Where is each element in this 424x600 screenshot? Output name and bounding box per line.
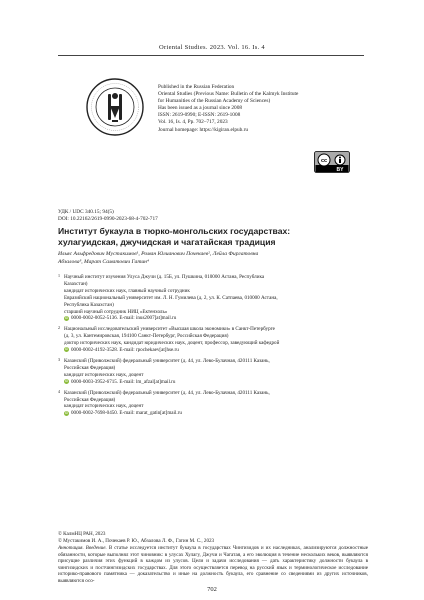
affiliation-number: 2 (58, 325, 60, 331)
affiliation-3 (58, 358, 368, 386)
affiliation-line: кандидат исторических наук, доцент (64, 403, 144, 410)
affiliation-number: 1 (58, 273, 60, 278)
annotation (58, 545, 368, 585)
affiliation-number: 3 (58, 356, 60, 362)
affiliation-line: Научный институт изучения Улуса Джучи (д. 15Б, ул. Пушкина, 010000 Астана, Республика (64, 274, 265, 280)
publication-line: ISSN: 2619-0990; E-ISSN: 2619-1008 (158, 112, 241, 119)
orcid-email[interactable]: 0000-0002-7698-0450. E-mail: marat_gatin[at]mail.ru (71, 410, 182, 417)
title-line: хулагуидская, джучидская и чагатайская традиция (58, 236, 276, 247)
header-divider (58, 55, 364, 56)
doi[interactable]: DOI: 10.22162/2619-0990-2023-68-4-702-717 (58, 216, 158, 222)
authors-line: Ильяс Альфредович Мустакимов¹, Роман Юлианович Почекаев², Лейла Фиргатовна (58, 251, 259, 257)
orcid-email[interactable]: 0000-0002-4192-3528. E-mail: rpochekaev[at]hse.ru (71, 347, 179, 354)
orcid-line[interactable] (64, 347, 368, 354)
annotation-text: В статье исследуется институт букаула в государствах Чингизидов и их наследниках, анализируются должностные обязанности, которые выполнял этот чиновник: в улусах Хулагу, Джучи и Чагатая, а его эволюция в течение нескольких веков, выявляются присущие различия этих функций в каждом из улусов. Цели и задачи исследования — дать характеристику должности букаула в чингизидских и постчингизидских государствах. Для этого осуществляется перевод на русский язык и терминологическое исследование историко-правового памятника — доказательство и иные на должность букаула, его сравнение со сведениями из других источников, выявляются осо- (58, 545, 368, 584)
cc-by-icon[interactable] (314, 151, 350, 173)
article-title (58, 226, 358, 247)
affiliation-line: кандидат исторических наук, главный научный сотрудник (64, 287, 190, 294)
orcid-icon: iD (64, 379, 69, 384)
affiliation-line: Российская Федерация) (64, 364, 116, 371)
copyright-line: © Мустакимов И. А., Почекаев Р. Ю., Абзалова Л. Ф., Гатин М. С., 2023 (58, 538, 215, 544)
affiliation-line: доктор исторических наук, кандидат юридических наук, доцент, профессор, заведующий кафедрой (64, 340, 280, 347)
orcid-email[interactable]: 0000-0002-0052-5136. E-mail: inus2007[at]mail.ru (71, 315, 177, 322)
affiliation-line: кандидат исторических наук, доцент (64, 371, 144, 378)
svg-text:BY: BY (336, 167, 344, 173)
affiliation-line: Евразийский национальный университет им. Л. Н. Гумилева (д. 2, ул. К. Сатпаева, 010000 Астана, (64, 294, 278, 301)
svg-text:cc: cc (320, 158, 328, 164)
authors-line: Абзалова³, Марат Саматович Гатин⁴ (58, 258, 149, 265)
udc: УДК / UDC 340.15; 94(5) (58, 209, 114, 215)
affiliation-line: Национальный исследовательский университет «Высшая школа экономики» в Санкт-Петербурге (64, 326, 275, 333)
orcid-icon: iD (64, 347, 69, 352)
running-title: Oriental Studies. 2023. Vol. 16. Is. 4 (159, 44, 265, 51)
publication-line[interactable]: Journal homepage: https://kigiran.elpub.ru (158, 126, 249, 133)
affiliation-line: Республика Казахстан) (64, 301, 114, 308)
affiliation-line: Казахстан) (64, 280, 88, 287)
academy-seal-logo (86, 78, 144, 136)
orcid-icon: iD (64, 410, 69, 415)
orcid-line[interactable] (64, 315, 368, 322)
affiliation-1 (58, 274, 368, 322)
orcid-line[interactable] (64, 410, 368, 417)
publication-line: Published in the Russian Federation (158, 84, 235, 90)
orcid-icon: iD (64, 315, 69, 320)
affiliation-line: Казанский (Приволжский) федеральный университет (д. 44, ул. Лево-Булачная, 420111 Казань, (64, 357, 270, 364)
affiliation-4 (58, 390, 368, 418)
title-line: Институт букаула в тюрко-монгольских государствах: (58, 226, 291, 236)
copyright-line: © КалмНЦ РАН, 2023 (58, 531, 106, 537)
affiliation-2 (58, 326, 368, 354)
affiliation-line: Российская Федерация) (64, 396, 116, 403)
affiliation-line: старший научный сотрудник НИЦ «Ектенхоль» (64, 308, 168, 315)
publication-info (158, 84, 358, 134)
affiliation-number: 4 (58, 388, 60, 394)
orcid-email[interactable]: 0000-0003-3952-6715. E-mail: lm_afzal[at]mail.ru (71, 378, 176, 385)
article-identifiers (58, 209, 158, 223)
authors (58, 251, 368, 267)
annotation-label: Аннотация. Введение. (58, 545, 107, 551)
affiliations (58, 274, 368, 421)
publication-line: Vol. 16, Is. 4, Pp. 702–717, 2023 (158, 119, 228, 126)
publication-line: Has been issued as a journal since 2008 (158, 105, 242, 112)
affiliation-line: Казанский (Приволжский) федеральный университет (д. 44, ул. Лево-Булачная, 420111 Казань, (64, 389, 270, 396)
copyright (58, 531, 214, 545)
page-number: 702 (207, 586, 217, 593)
publication-line: for Humanities of the Russian Academy of Sciences) (158, 98, 271, 105)
orcid-line[interactable] (64, 379, 368, 386)
publication-line: Oriental Studies (Previous Name: Bulletin of the Kalmyk Institute (158, 91, 299, 98)
affiliation-line: (д. 3, ул. Кантемировская, 194100 Санкт-Петербург, Российская Федерация) (64, 333, 229, 340)
